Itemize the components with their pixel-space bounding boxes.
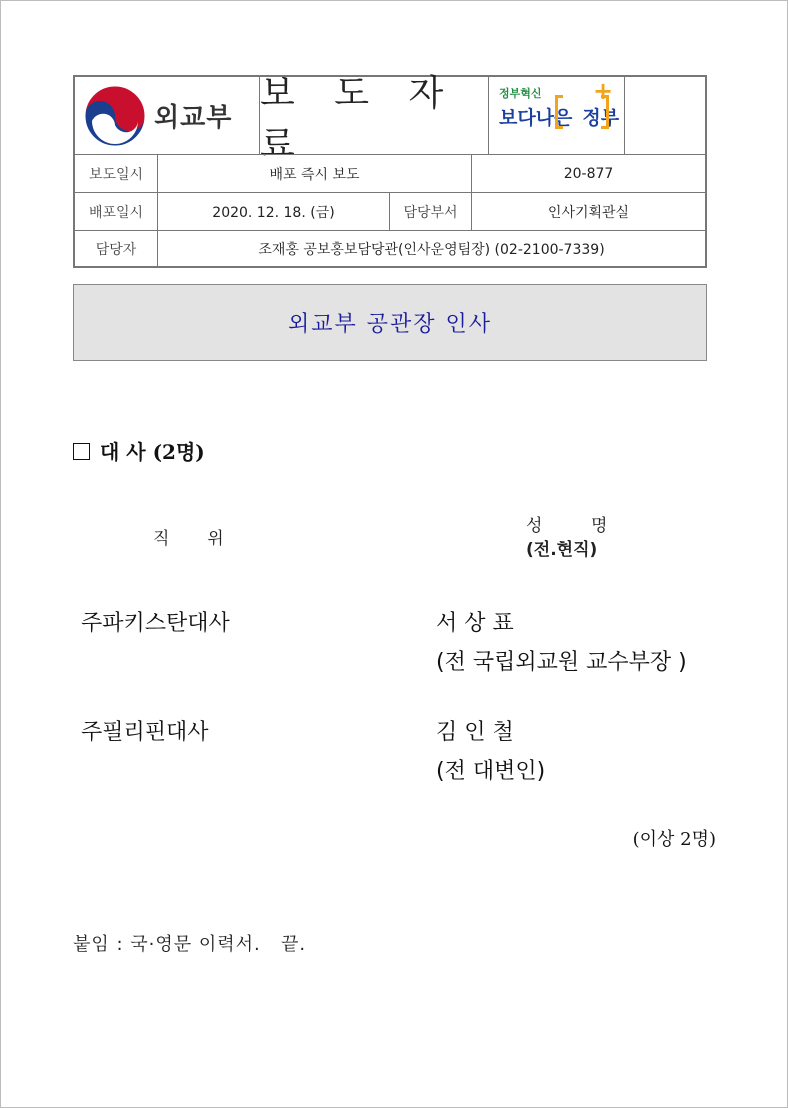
bracket-left-icon	[555, 95, 563, 129]
contact-value: 조재홍 공보홍보담당관(인사운영팀장) (02-2100-7339)	[157, 231, 705, 267]
release-label: 보도일시	[88, 167, 144, 183]
summary-count: (이상 2명)	[632, 829, 716, 850]
row-distribution	[75, 192, 705, 231]
attachment-note: 붙임 : 국·영문 이력서. 끝.	[73, 934, 307, 955]
slogan-big-part2: 정부	[582, 107, 620, 129]
gov-innovation-slogan	[488, 77, 624, 154]
header-table	[73, 72, 707, 268]
doc-number: 20-877	[471, 155, 705, 193]
checkbox-square-icon	[73, 443, 90, 460]
press-title: 외교부 공관장 인사	[73, 284, 707, 361]
column-name-subheader: (전.현직)	[526, 540, 598, 560]
ministry-logo	[75, 77, 259, 154]
empty-cell	[624, 77, 705, 154]
appointment-position: 주필리핀대사	[81, 720, 209, 745]
ministry-name: 외교부	[154, 103, 233, 133]
row-release	[75, 154, 705, 193]
taegeuk-emblem-icon	[84, 85, 146, 147]
row-contact	[75, 230, 705, 267]
release-value: 배포 즉시 보도	[157, 155, 471, 193]
plus-icon: +	[593, 77, 614, 105]
doc-type-title: 보 도 자 료	[259, 77, 488, 154]
appointment-position: 주파키스탄대사	[81, 611, 230, 636]
section-heading-text: 대 사 (2명)	[100, 440, 205, 464]
dist-value: 2020. 12. 18. (금)	[157, 193, 389, 231]
slogan-small: 정부혁신	[499, 87, 542, 100]
dist-label: 배포일시	[88, 205, 144, 221]
appointment-former: (전 대변인)	[436, 759, 546, 784]
section-heading	[73, 436, 205, 465]
column-name-header: 성 명	[526, 516, 608, 536]
column-position-header: 직 위	[153, 529, 224, 549]
appointment-former: (전 국립외교원 교수부장 )	[436, 650, 687, 675]
appointment-name: 김 인 철	[436, 720, 514, 745]
appointment-name: 서 상 표	[436, 611, 514, 636]
dept-value: 인사기획관실	[471, 193, 705, 231]
slogan-big-part1: 보다나은	[499, 107, 573, 129]
dept-label: 담당부서	[389, 193, 471, 231]
contact-label: 담당자	[95, 242, 137, 258]
